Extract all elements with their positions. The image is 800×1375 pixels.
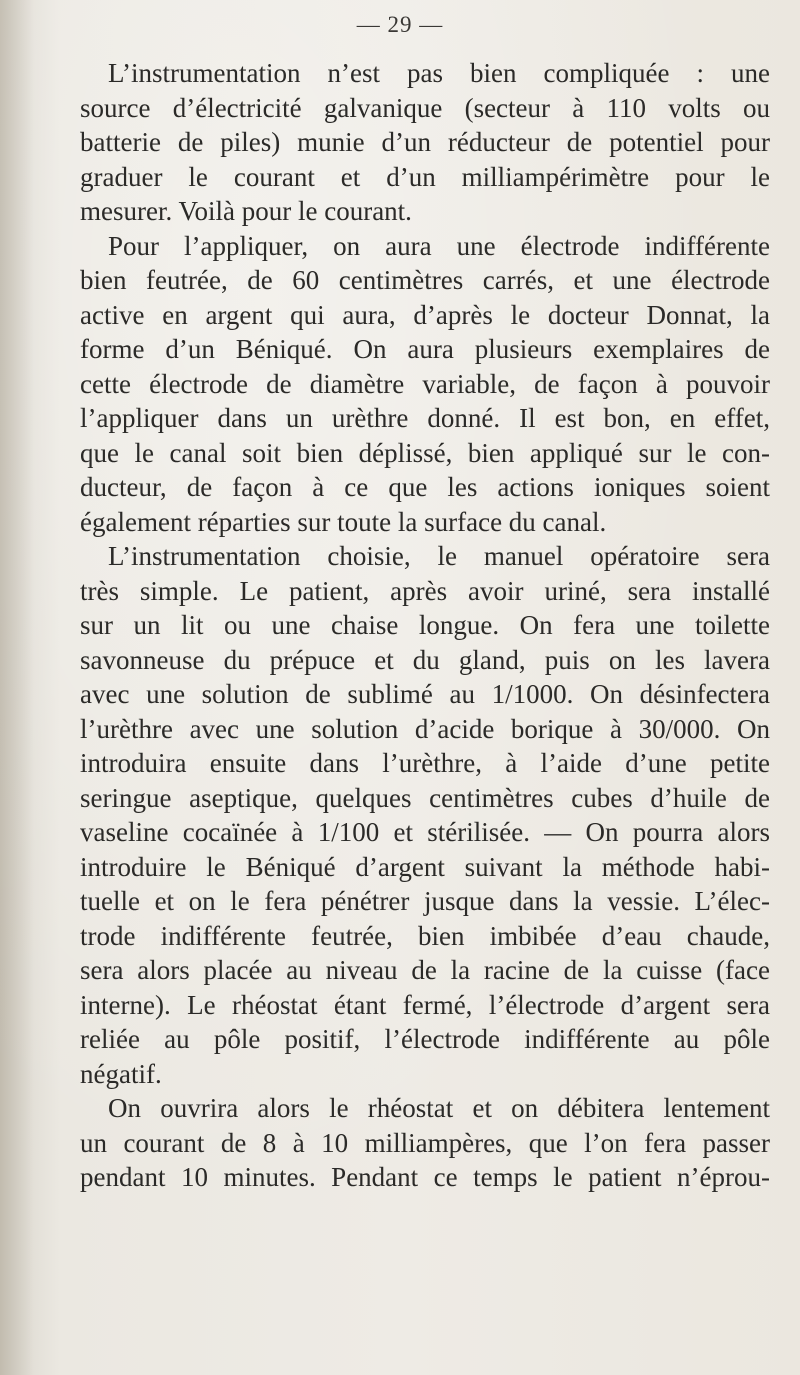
text-line: introduira ensuite dans l’urèthre, à l’aide d’une petite <box>80 748 770 778</box>
text-line: reliée au pôle positif, l’électrode indifférente au pôle <box>80 1024 770 1054</box>
text-line: cette électrode de diamètre variable, de façon à pouvoir <box>80 368 770 399</box>
text-line: bien feutrée, de 60 centimètres carrés, et une électrode <box>80 265 770 295</box>
body-text <box>80 56 770 1195</box>
text-line: pendant 10 minutes. Pendant ce temps le patient n’éprou- <box>80 1162 770 1192</box>
text-line: l’urèthre avec une solution d’acide borique à 30/000. On <box>80 713 770 744</box>
text-line: interne). Le rhéostat étant fermé, l’électrode d’argent sera <box>80 989 770 1020</box>
text-line: seringue aseptique, quelques centimètres cubes d’huile de <box>80 782 770 813</box>
text-line: L’instrumentation choisie, le manuel opératoire sera <box>108 541 770 571</box>
text-line: avec une solution de sublimé au 1/1000. On désinfectera <box>80 679 770 709</box>
text-line: l’appliquer dans un urèthre donné. Il est bon, en effet, <box>80 403 770 433</box>
text-line: tuelle et on le fera pénétrer jusque dans la vessie. L’élec- <box>80 886 770 916</box>
text-line: forme d’un Béniqué. On aura plusieurs exemplaires de <box>80 334 770 364</box>
text-line: batterie de piles) munie d’un réducteur de potentiel pour <box>80 127 770 157</box>
text-line: graduer le courant et d’un milliampérimètre pour le <box>80 161 770 192</box>
text-line: que le canal soit bien déplissé, bien appliqué sur le con- <box>80 437 770 468</box>
text-line: savonneuse du prépuce et du gland, puis on les lavera <box>80 644 770 675</box>
text-line: vaseline cocaïnée à 1/100 et stérilisée. — On pourra alors <box>80 817 770 847</box>
text-line: très simple. Le patient, après avoir uriné, sera installé <box>80 575 770 606</box>
text-line: Pour l’appliquer, on aura une électrode indifférente <box>108 230 770 261</box>
text-line: également réparties sur toute la surface du canal. <box>80 506 607 537</box>
text-line: sera alors placée au niveau de la racine de la cuisse (face <box>80 955 770 985</box>
page-number: — 29 — <box>356 12 444 37</box>
text-line: active en argent qui aura, d’après le docteur Donnat, la <box>80 299 770 330</box>
text-line: introduire le Béniqué d’argent suivant la méthode habi- <box>80 851 770 882</box>
text-line: un courant de 8 à 10 milliampères, que l’on fera passer <box>80 1127 770 1158</box>
text-line: source d’électricité galvanique (secteur à 110 volts ou <box>80 92 770 123</box>
text-line: L’instrumentation n’est pas bien compliquée : une <box>108 58 770 88</box>
text-line: ducteur, de façon à ce que les actions ioniques soient <box>80 472 770 502</box>
text-line: sur un lit ou une chaise longue. On fera une toilette <box>80 610 770 640</box>
gutter-shadow <box>0 0 34 1375</box>
text-line: trode indifférente feutrée, bien imbibée d’eau chaude, <box>80 920 770 951</box>
text-line: On ouvrira alors le rhéostat et on débitera lentement <box>108 1093 770 1123</box>
text-line: mesurer. Voilà pour le courant. <box>80 196 412 226</box>
text-line: négatif. <box>80 1058 162 1089</box>
